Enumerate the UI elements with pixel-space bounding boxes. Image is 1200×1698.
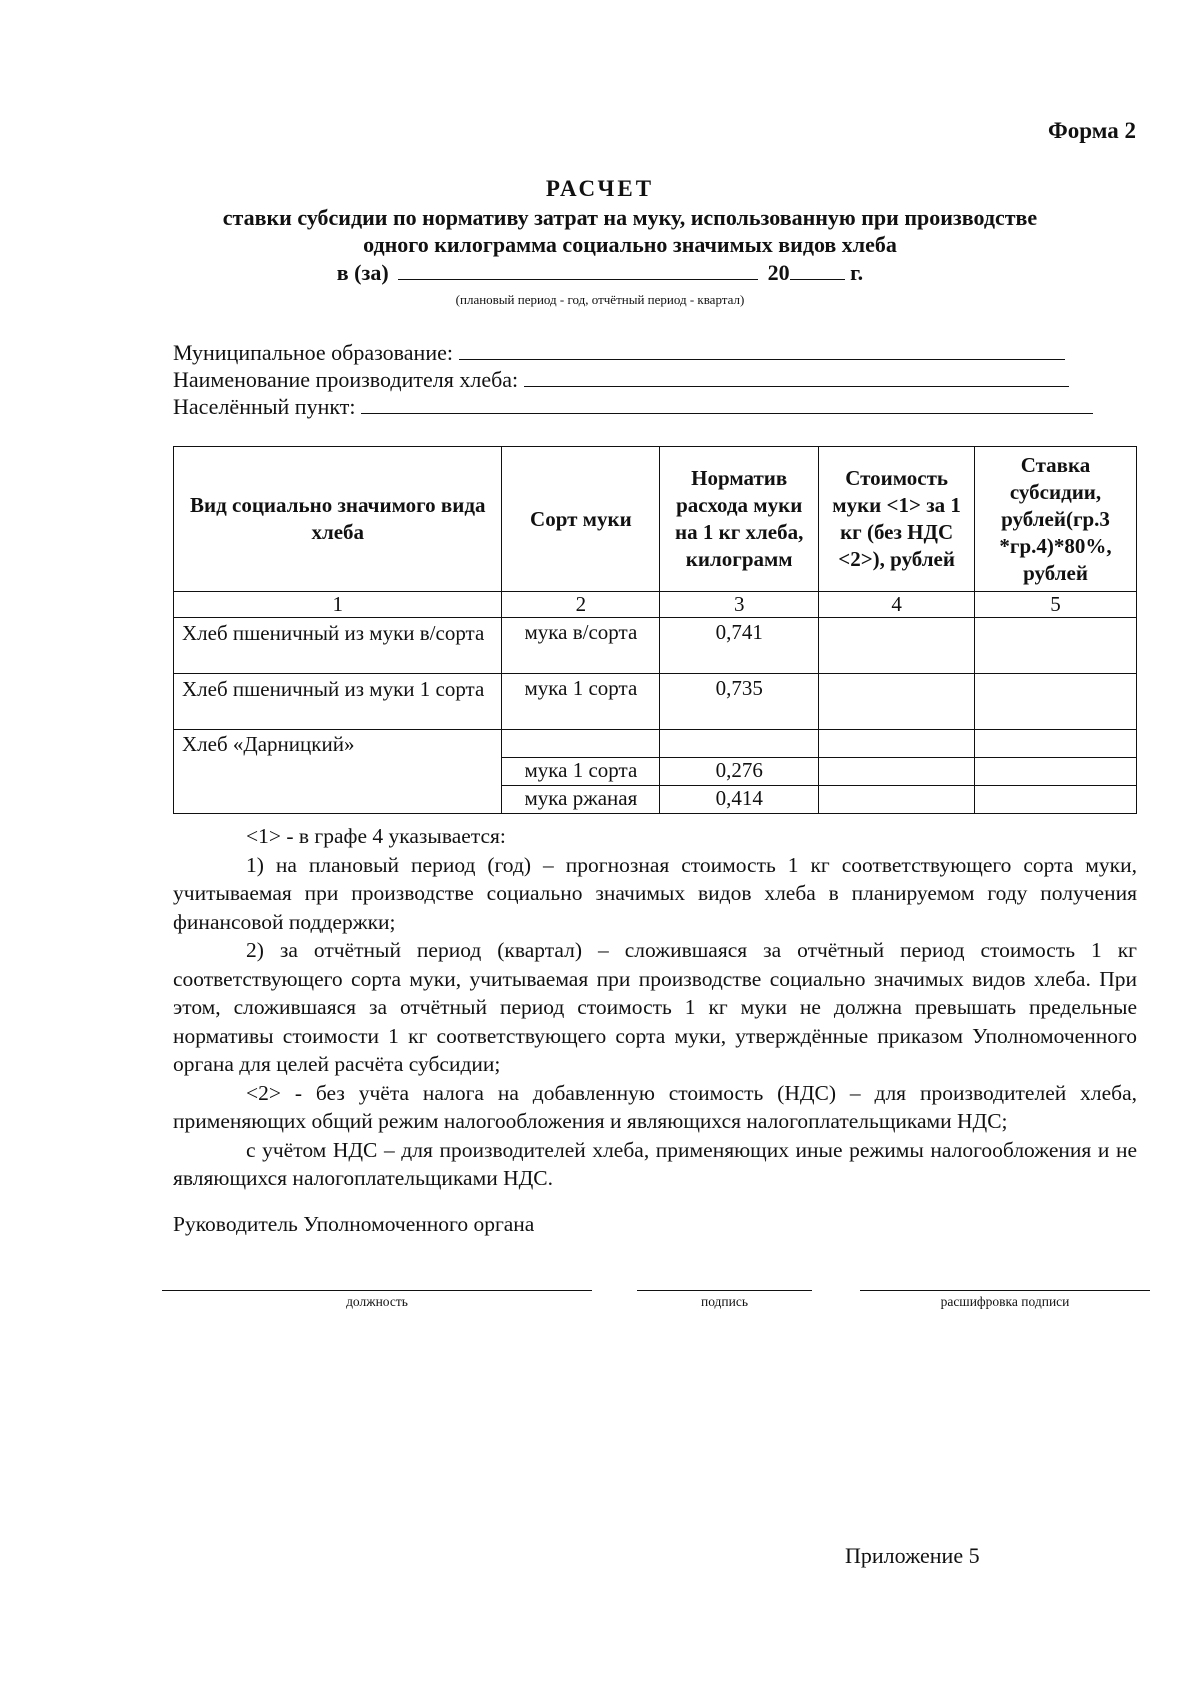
footnote-1: <1> - в графе 4 указывается: <box>246 824 506 848</box>
rate-cell[interactable] <box>975 730 1137 758</box>
signature-line[interactable]: подпись <box>637 1290 812 1310</box>
bread-cell: Хлеб «Дарницкий» <box>174 730 502 814</box>
period-blank[interactable] <box>398 261 758 280</box>
header-flour-grade: Сорт муки <box>502 447 660 592</box>
table-header-row <box>174 447 1137 592</box>
bread-cell: Хлеб пшеничный из муки в/сорта <box>174 618 502 674</box>
norm-cell <box>660 730 819 758</box>
footnote-1-item-2: 2) за отчётный период (квартал) – сложившаяся за отчётный период стоимость 1 кг соответствующего сорта муки, учитываемая при производстве социально значимых видов хлеба. При этом, сложившаяся за отчётный период стоимость 1 кг муки не должна превышать предельные нормативы стоимости 1 кг соответствующего сорта муки, утверждённые приказом Уполномоченного органа для целей расчёта субсидии; <box>173 938 1137 1076</box>
column-number: 3 <box>660 592 819 618</box>
cost-cell[interactable] <box>819 618 975 674</box>
flour-cell: мука ржаная <box>502 786 660 814</box>
norm-cell: 0,414 <box>660 786 819 814</box>
producer-field <box>173 367 1069 393</box>
header-norm: Норматив расхода муки на 1 кг хлеба, килограмм <box>660 447 819 592</box>
municipality-field <box>173 340 1065 366</box>
header-cost: Стоимость муки <1> за 1 кг (без НДС <2>), рублей <box>819 447 975 592</box>
period-year-prefix: 20 <box>767 260 790 285</box>
locality-field <box>173 394 1093 420</box>
footnote-1-item-1: 1) на плановый период (год) – прогнозная стоимость 1 кг соответствующего сорта муки, учитываемая при производстве социально значимых видов хлеба в планируемом году получения финансовой поддержки; <box>173 852 1137 934</box>
subtitle-line-2: одного килограмма социально значимых видов хлеба <box>363 232 897 257</box>
calculation-table <box>173 446 1137 814</box>
flour-cell <box>502 730 660 758</box>
municipality-label: Муниципальное образование: <box>173 340 453 365</box>
subtitle-line-1: ставки субсидии по нормативу затрат на муку, использованную при производстве <box>222 205 1038 230</box>
period-line <box>0 260 1200 286</box>
footnote-2-continued: с учётом НДС – для производителей хлеба, применяющих иные режимы налогообложения и не являющихся налогоплательщиками НДС. <box>173 1137 1137 1190</box>
municipality-input[interactable] <box>459 341 1065 360</box>
head-of-authority-label: Руководитель Уполномоченного органа <box>173 1212 535 1236</box>
locality-label: Населённый пункт: <box>173 394 356 419</box>
footnotes <box>173 822 1137 1193</box>
cost-cell[interactable] <box>819 786 975 814</box>
form-number: Форма 2 <box>1048 118 1136 143</box>
locality-input[interactable] <box>361 395 1093 414</box>
cost-cell[interactable] <box>819 674 975 730</box>
column-number: 4 <box>819 592 975 618</box>
flour-cell: мука в/сорта <box>502 618 660 674</box>
norm-cell: 0,735 <box>660 674 819 730</box>
norm-cell: 0,741 <box>660 618 819 674</box>
table-row <box>174 730 1137 758</box>
year-blank[interactable] <box>790 261 845 280</box>
producer-input[interactable] <box>524 368 1069 387</box>
signature-decoding-line[interactable]: расшифровка подписи <box>860 1290 1150 1310</box>
period-prefix: в (за) <box>336 260 389 285</box>
header-rate: Ставка субсидии, рублей(гр.3 *гр.4)*80%, рублей <box>975 447 1137 592</box>
period-hint: (плановый период - год, отчётный период - квартал) <box>455 292 745 307</box>
bread-cell: Хлеб пшеничный из муки 1 сорта <box>174 674 502 730</box>
column-number: 1 <box>174 592 502 618</box>
norm-cell: 0,276 <box>660 758 819 786</box>
table-row <box>174 618 1137 674</box>
document-subtitle <box>150 204 1110 258</box>
cost-cell[interactable] <box>819 758 975 786</box>
column-number-row <box>174 592 1137 618</box>
appendix-label: Приложение 5 <box>845 1543 980 1568</box>
footnote-2: <2> - без учёта налога на добавленную стоимость (НДС) – для производителей хлеба, применяющих общий режим налогообложения и являющихся налогоплательщиками НДС; <box>173 1080 1137 1133</box>
rate-cell[interactable] <box>975 674 1137 730</box>
position-signature-line[interactable]: должность <box>162 1290 592 1310</box>
rate-cell[interactable] <box>975 618 1137 674</box>
flour-cell: мука 1 сорта <box>502 674 660 730</box>
column-number: 5 <box>975 592 1137 618</box>
header-bread-type: Вид социально значимого вида хлеба <box>174 447 502 592</box>
rate-cell[interactable] <box>975 758 1137 786</box>
rate-cell[interactable] <box>975 786 1137 814</box>
document-title: РАСЧЕТ <box>545 176 655 201</box>
flour-cell: мука 1 сорта <box>502 758 660 786</box>
table-row <box>174 674 1137 730</box>
producer-label: Наименование производителя хлеба: <box>173 367 519 392</box>
cost-cell[interactable] <box>819 730 975 758</box>
column-number: 2 <box>502 592 660 618</box>
period-suffix: г. <box>850 260 864 285</box>
